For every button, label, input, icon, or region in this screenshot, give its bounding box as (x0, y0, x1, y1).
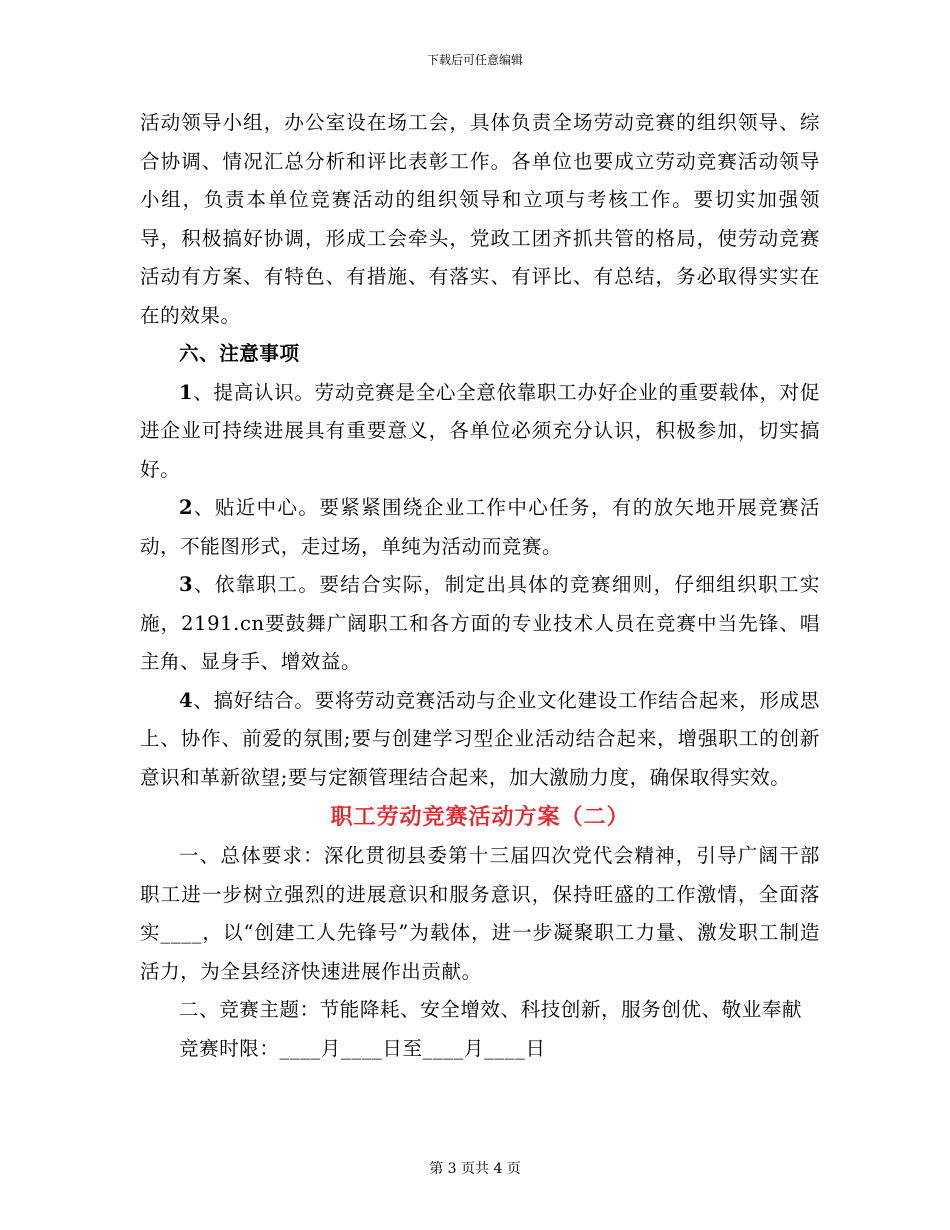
paragraph-competition-theme: 二、竞赛主题：节能降耗、安全增效、科技创新，服务创优、敬业奉献 (179, 998, 803, 1021)
item-number: 3 (179, 573, 194, 596)
item-text: 、贴近中心。要紧紧围绕企业工作中心任务，有的放矢地开展竞赛活动，不能图形式，走过场，单纯为活动而竞赛。 (140, 496, 820, 558)
item-number: 2 (179, 496, 194, 519)
page-header-note: 下载后可任意编辑 (426, 53, 523, 67)
item-text: 、搞好结合。要将劳动竞赛活动与企业文化建设工作结合起来，形成思上、协作、前爱的氛围;要与创建学习型企业活动结合起来，增强职工的创新意识和革新欲望;要与定额管理结合起来，加大激励力度，确保取得实效。 (140, 688, 820, 789)
item-text: 、依靠职工。要结合实际，制定出具体的竞赛细则，仔细组织职工实施，2191.cn要鼓舞广阔职工和各方面的专业技术人员在竞赛中当先锋、唱主角、显身手、增效益。 (140, 573, 820, 673)
document-body (140, 104, 820, 1068)
item-text: 、提高认识。劳动竞赛是全心全意依靠职工办好企业的重要载体，对促进企业可持续进展具有重要意义，各单位必须充分认识，积极参加，切实搞好。 (140, 380, 820, 481)
document-title: 职工劳动竞赛活动方案（二） (330, 804, 630, 830)
list-item (140, 566, 820, 682)
section-heading-notes: 六、注意事项 (179, 342, 300, 365)
paragraph-competition-period: 竞赛时限：____月____日至____月____日 (179, 1036, 546, 1060)
list-item (140, 682, 820, 798)
item-number: 4 (179, 688, 194, 712)
item-number: 1 (179, 380, 194, 404)
paragraph-general-requirements: 一、总体要求：深化贯彻县委第十三届四次党代会精神，引导广阔干部职工进一步树立强烈的进展意识和服务意识，保持旺盛的工作激情，全面落实____，以“创建工人先锋号”为载体，进一步凝聚职工力量、激发职工制造活力，为全县经济快速进展作出贡献。 (140, 844, 820, 983)
list-item (140, 489, 820, 566)
page-number: 第 3 页共 4 页 (429, 1161, 521, 1177)
list-item (140, 374, 820, 490)
paragraph-leadership-group: 活动领导小组，办公室设在场工会，具体负责全场劳动竞赛的组织领导、综合协调、情况汇总分析和评比表彰工作。各单位也要成立劳动竞赛活动领导小组，负责本单位竞赛活动的组织领导和立项与考核工作。要切实加强领导，积极搞好协调，形成工会牵头，党政工团齐抓共管的格局，使劳动竞赛活动有方案、有特色、有措施、有落实、有评比、有总结，务必取得实实在在的效果。 (140, 111, 820, 327)
